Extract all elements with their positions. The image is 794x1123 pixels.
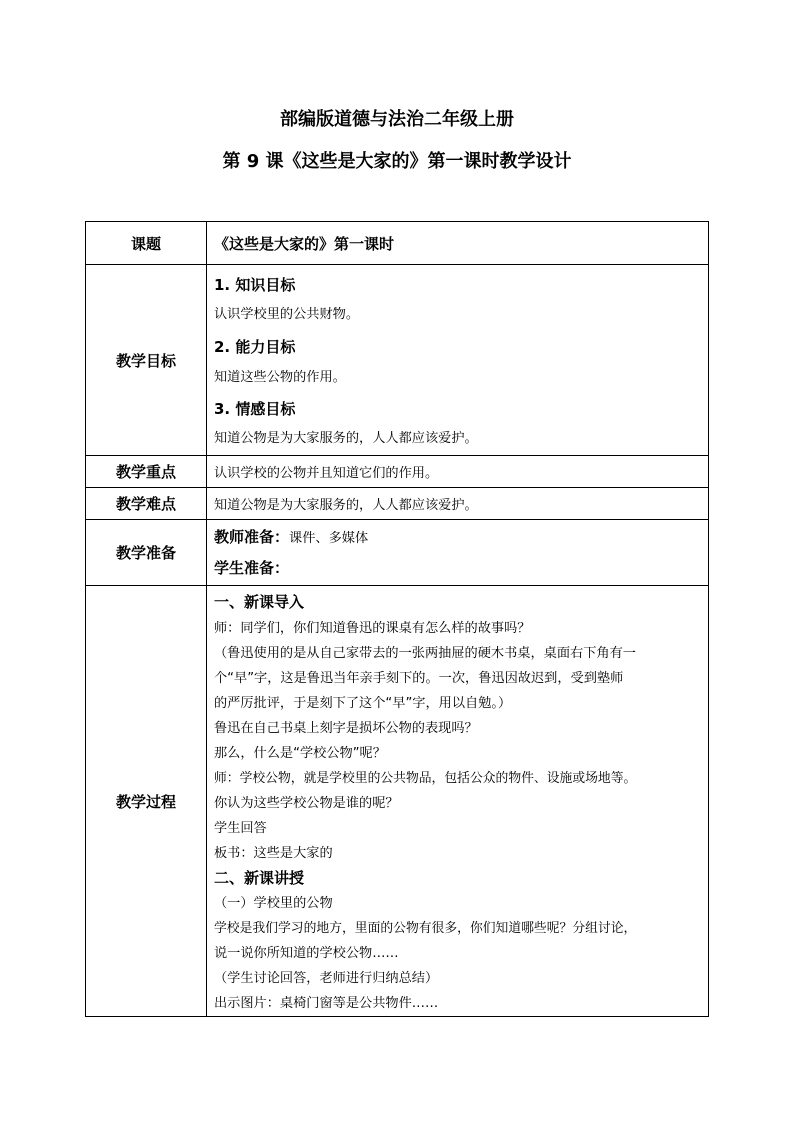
process-line: 学生回答 <box>214 821 267 836</box>
table-row <box>86 488 709 520</box>
process-line: 学校是我们学习的地方，里面的公物有很多，你们知道哪些呢？分组讨论， <box>214 921 637 936</box>
process-content <box>214 586 702 1016</box>
objective-text-knowledge: 认识学校里的公共财物。 <box>214 307 360 322</box>
table-row <box>86 456 709 488</box>
process-section-heading: 一、新课导入 <box>214 593 305 611</box>
process-line: 出示图片：桌椅门窗等是公共物件…… <box>214 996 439 1011</box>
table-row <box>86 586 709 1017</box>
document-subtitle: 第 9 课《这些是大家的》第一课时教学设计 <box>222 151 572 172</box>
process-line: （学生讨论回答，老师进行归纳总结） <box>214 971 439 986</box>
process-line: （一）学校里的公物 <box>214 896 333 911</box>
difficulties-label: 教学难点 <box>86 488 207 520</box>
process-line: 你认为这些学校公物是谁的呢？ <box>214 796 399 811</box>
process-line: 板书：这些是大家的 <box>214 846 333 861</box>
table-row <box>86 222 709 265</box>
process-line: 的严厉批评，于是刻下了这个“早”字，用以自勉。） <box>214 696 512 711</box>
lesson-plan-table <box>85 221 709 1017</box>
table-row <box>86 265 709 456</box>
process-line: （鲁迅使用的是从自己家带去的一张两抽屉的硬木书桌，桌面右下角有一 <box>214 646 636 661</box>
difficulties-value: 知道公物是为大家服务的，人人都应该爱护。 <box>214 498 478 513</box>
process-section-heading: 二、新课讲授 <box>214 869 305 887</box>
teacher-preparation-value: 课件、多媒体 <box>289 531 369 546</box>
objective-text-emotion: 知道公物是为大家服务的，人人都应该爱护。 <box>214 431 478 446</box>
key-points-value: 认识学校的公物并且知道它们的作用。 <box>214 466 439 481</box>
preparation-label: 教学准备 <box>86 520 207 586</box>
process-line: 师：学校公物，就是学校里的公共物品，包括公众的物件、设施或场地等。 <box>214 771 637 786</box>
topic-value: 《这些是大家的》第一课时 <box>214 234 395 253</box>
process-label: 教学过程 <box>86 586 207 1017</box>
process-line: 个“早”字，这是鲁迅当年亲手刻下的。一次，鲁迅因故迟到，受到塾师 <box>214 671 624 686</box>
process-line: 那么，什么是“学校公物”呢？ <box>214 746 386 761</box>
objective-text-ability: 知道这些公物的作用。 <box>214 370 346 385</box>
objective-heading-knowledge: 1. 知识目标 <box>214 276 296 294</box>
document-title: 部编版道德与法治二年级上册 <box>280 109 514 130</box>
process-line: 鲁迅在自己书桌上刻字是损坏公物的表现吗？ <box>214 721 478 736</box>
objective-heading-ability: 2. 能力目标 <box>214 338 296 356</box>
teacher-preparation-label: 教师准备： <box>214 528 290 546</box>
topic-label: 课题 <box>86 222 207 265</box>
objective-heading-emotion: 3. 情感目标 <box>214 400 296 418</box>
key-points-label: 教学重点 <box>86 456 207 488</box>
objectives-label: 教学目标 <box>86 265 207 456</box>
process-line: 说一说你所知道的学校公物…… <box>214 946 399 961</box>
teacher-preparation <box>214 521 702 553</box>
student-preparation <box>214 553 702 583</box>
process-line: 师：同学们，你们知道鲁迅的课桌有怎么样的故事吗？ <box>214 621 531 636</box>
table-row <box>86 520 709 586</box>
student-preparation-label: 学生准备： <box>214 559 290 577</box>
